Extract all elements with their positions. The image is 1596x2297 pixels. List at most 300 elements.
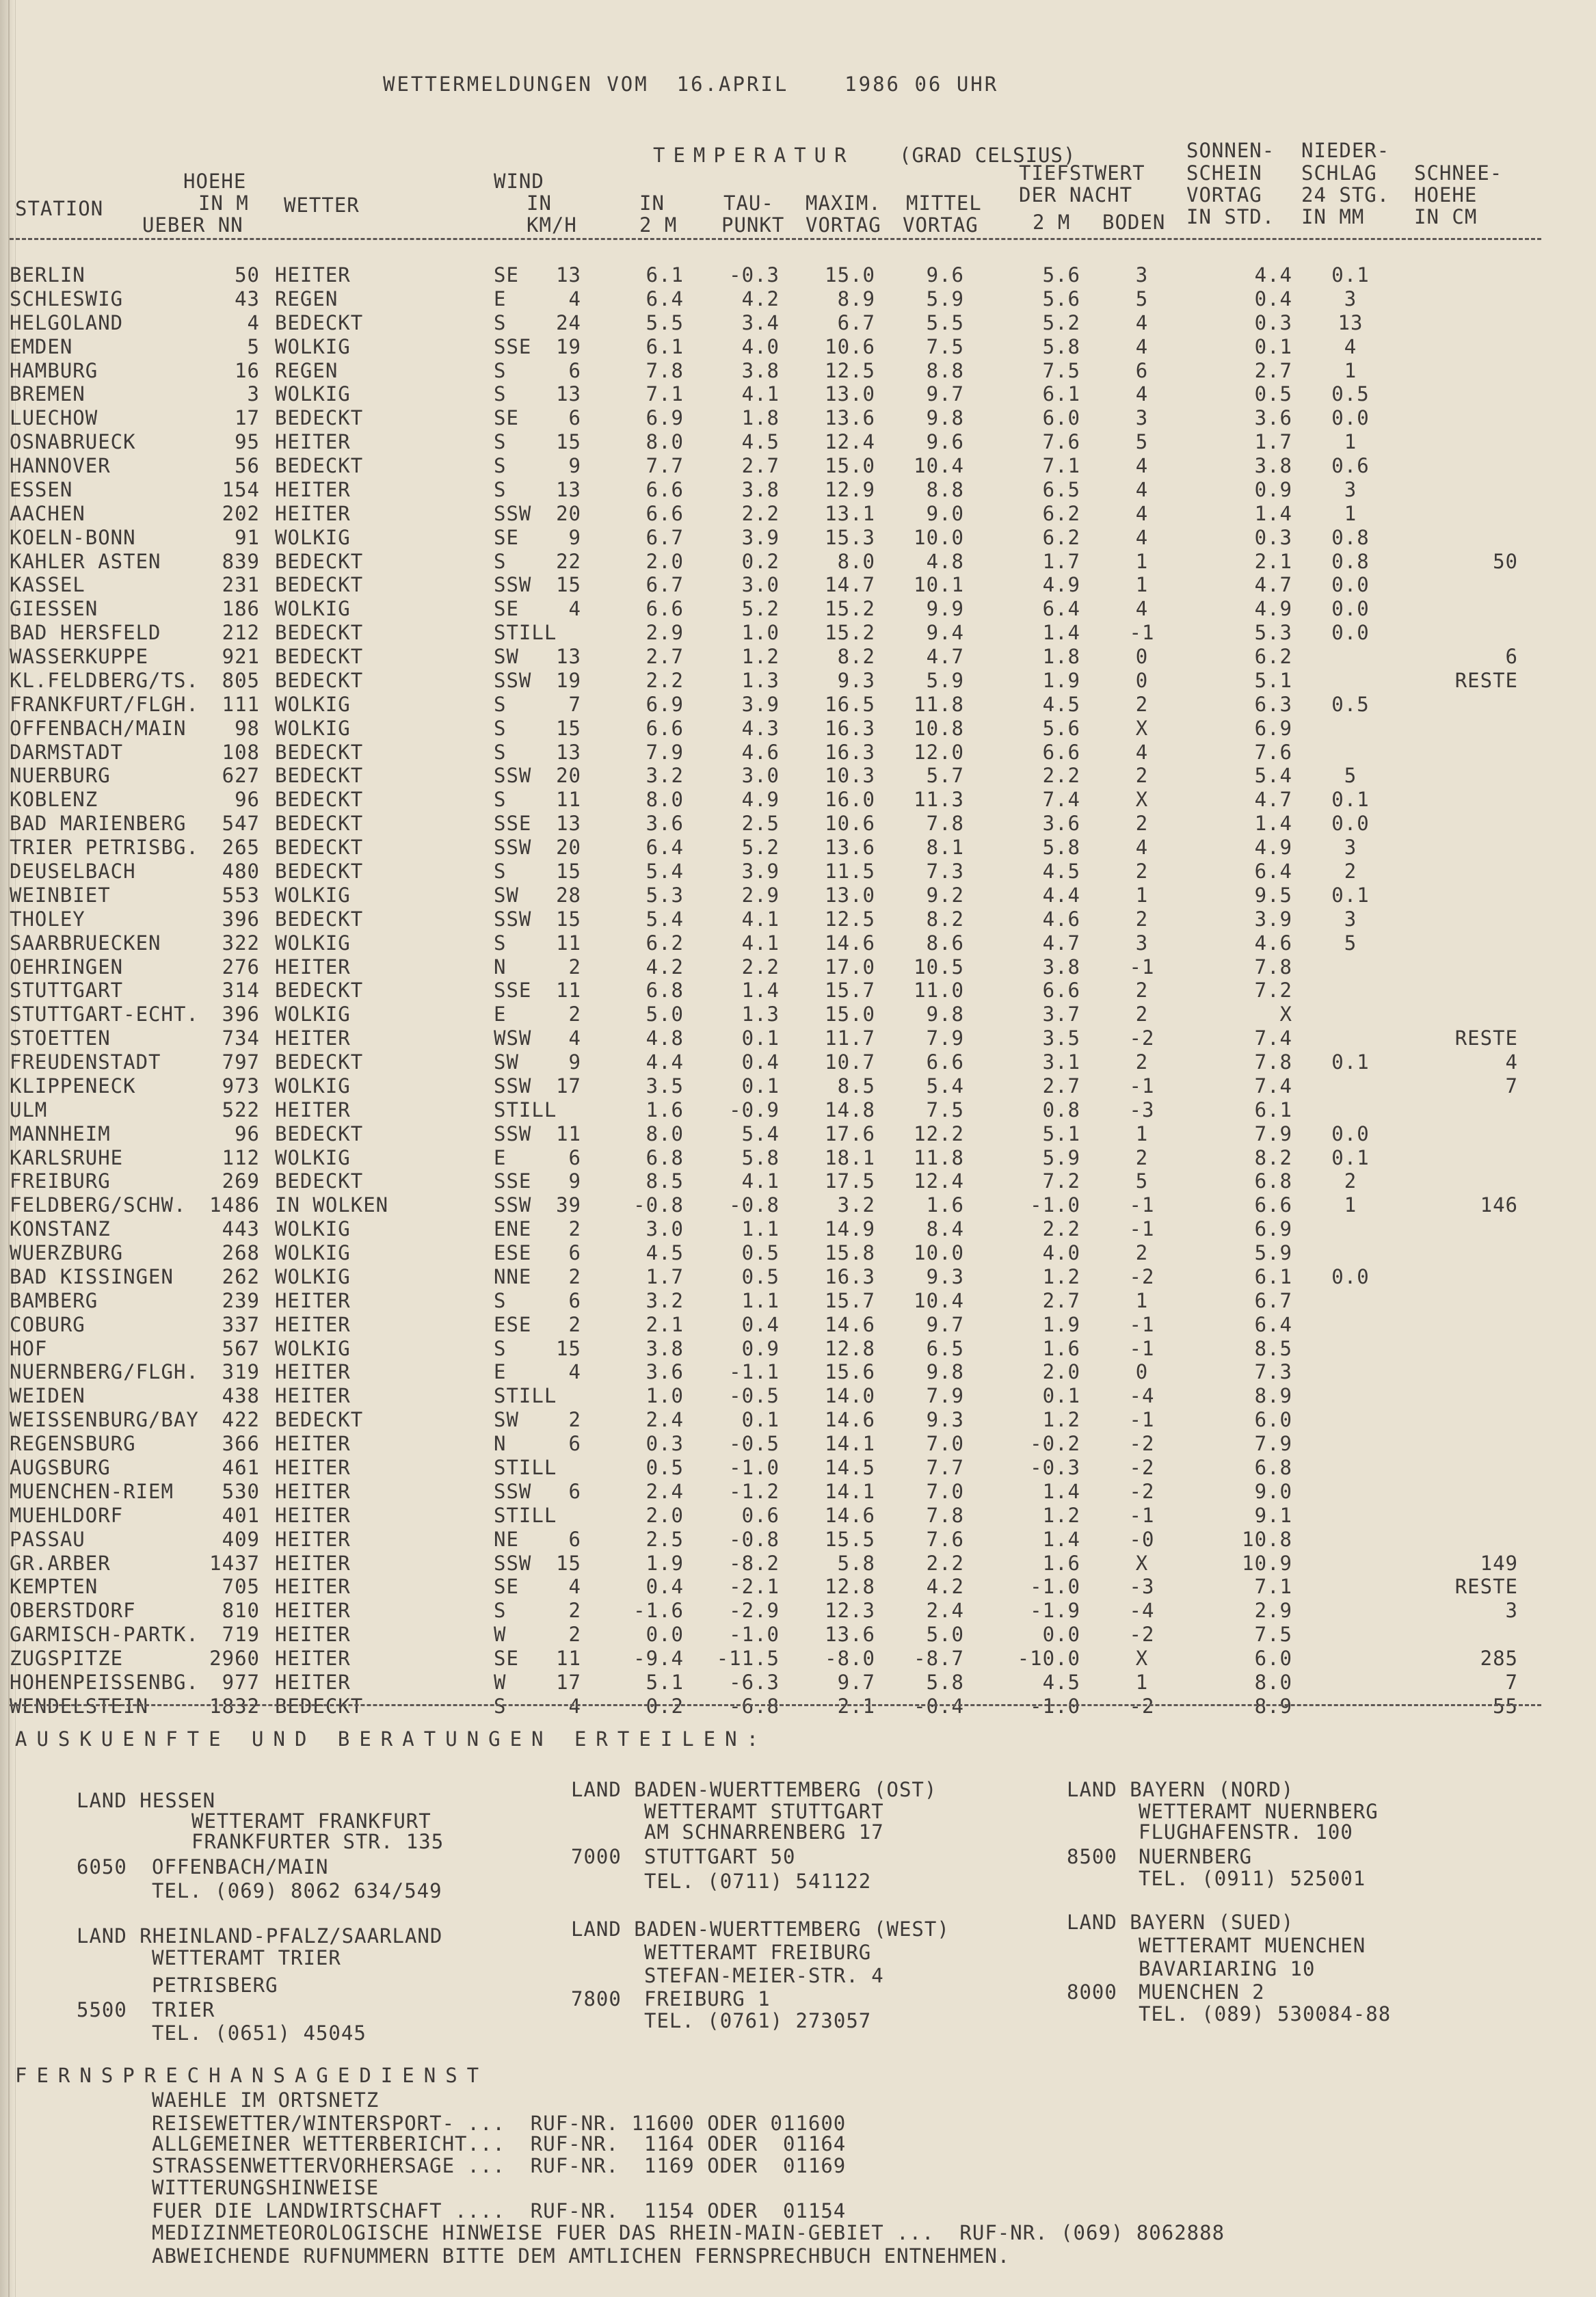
cell-wind-dir: S — [494, 1599, 507, 1623]
cell-taupunkt: 0.9 — [741, 1336, 780, 1360]
cell-wind-speed: 15 — [556, 573, 581, 597]
cell-wind-speed: 4 — [568, 597, 581, 621]
cell-hoehe: 154 — [222, 477, 260, 501]
cell-mittel-vortag: 10.0 — [914, 1241, 964, 1265]
cell-wetter: WOLKIG — [275, 1336, 351, 1360]
cell-station: WASSERKUPPE — [10, 645, 149, 669]
cell-max-vortag: 12.8 — [825, 1336, 875, 1360]
cell-hoehe: 438 — [222, 1384, 260, 1408]
cell-wind-speed: 6 — [568, 1432, 581, 1456]
cell-wetter: HEITER — [275, 1384, 351, 1408]
cell-hoehe: 98 — [235, 716, 260, 740]
cell-wind-speed: 15 — [556, 1336, 581, 1360]
cell-wind-dir: S — [494, 454, 507, 478]
cell-temp-2m: -9.4 — [633, 1647, 684, 1671]
cell-wind-dir: STILL — [494, 1456, 557, 1479]
cell-sonnenschein: 7.5 — [1254, 1623, 1292, 1647]
cell-hoehe: 96 — [235, 788, 260, 812]
cell-mittel-vortag: 10.8 — [914, 716, 964, 740]
cell-wind-speed: 19 — [556, 668, 581, 692]
cell-station: BAD KISSINGEN — [10, 1264, 174, 1288]
cell-wind-dir: W — [494, 1670, 507, 1694]
cell-niederschlag: 0.1 — [1331, 883, 1370, 907]
cell-station: BAD HERSFELD — [10, 621, 161, 645]
cell-mittel-vortag: 10.4 — [914, 1288, 964, 1312]
table-row — [0, 1075, 1596, 1098]
contact-tel: TEL. (0761) 273057 — [644, 2009, 872, 2032]
cell-sonnenschein: 6.0 — [1254, 1408, 1292, 1432]
cell-mittel-vortag: -0.4 — [914, 1694, 964, 1718]
cell-wind-dir: SE — [494, 406, 519, 430]
cell-tiefst-boden: 4 — [1135, 310, 1149, 334]
fernsprech-heading: FERNSPRECHANSAGEDIENST — [15, 2064, 489, 2087]
cell-taupunkt: 1.2 — [741, 645, 780, 669]
table-row — [0, 1409, 1596, 1432]
cell-max-vortag: 10.6 — [825, 812, 875, 836]
cell-temp-2m: 2.9 — [646, 621, 684, 645]
table-row — [0, 1242, 1596, 1265]
cell-niederschlag: 0.8 — [1331, 525, 1370, 549]
page-title: WETTERMELDUNGEN VOM 16.APRIL 1986 06 UHR — [383, 72, 999, 96]
contact-amt: WETTERAMT FRANKFURT — [191, 1809, 431, 1833]
cell-wind-speed: 13 — [556, 263, 581, 287]
cell-niederschlag: 0.1 — [1331, 788, 1370, 812]
contact-land: LAND BAYERN (SUED) — [1067, 1911, 1294, 1934]
cell-hoehe: 2960 — [209, 1647, 260, 1671]
cell-hoehe: 239 — [222, 1288, 260, 1312]
cell-wind-dir: S — [494, 860, 507, 883]
cell-wetter: HEITER — [275, 1551, 351, 1575]
header-temperatur-unit: (GRAD CELSIUS) — [899, 144, 1076, 167]
cell-wetter: HEITER — [275, 1503, 351, 1527]
cell-taupunkt: 0.4 — [741, 1312, 780, 1336]
cell-wetter: WOLKIG — [275, 1145, 351, 1169]
table-row — [0, 765, 1596, 788]
cell-taupunkt: 3.9 — [741, 860, 780, 883]
cell-tiefst-2m: 1.7 — [1042, 549, 1080, 573]
cell-mittel-vortag: 7.9 — [926, 1384, 964, 1408]
cell-max-vortag: 16.3 — [825, 1264, 875, 1288]
cell-wetter: BEDECKT — [275, 1408, 364, 1432]
cell-taupunkt: -2.9 — [729, 1599, 780, 1623]
cell-schneehoehe: 285 — [1480, 1647, 1518, 1671]
cell-station: HANNOVER — [10, 454, 111, 478]
cell-sonnenschein: 6.4 — [1254, 860, 1292, 883]
cell-wind-dir: SW — [494, 883, 519, 907]
cell-mittel-vortag: 10.0 — [914, 525, 964, 549]
cell-max-vortag: 9.3 — [837, 668, 875, 692]
cell-wind-dir: SSE — [494, 334, 532, 358]
cell-max-vortag: 14.7 — [825, 573, 875, 597]
cell-sonnenschein: 4.9 — [1254, 597, 1292, 621]
cell-wind-speed: 6 — [568, 1288, 581, 1312]
cell-max-vortag: 6.7 — [837, 310, 875, 334]
cell-max-vortag: 14.5 — [825, 1456, 875, 1479]
cell-taupunkt: 4.3 — [741, 716, 780, 740]
cell-tiefst-2m: 2.7 — [1042, 1074, 1080, 1098]
cell-tiefst-2m: 6.4 — [1042, 597, 1080, 621]
cell-tiefst-boden: 3 — [1135, 263, 1149, 287]
table-bottom-divider — [10, 1704, 1541, 1706]
cell-wind-dir: ESE — [494, 1241, 532, 1265]
cell-taupunkt: 1.0 — [741, 621, 780, 645]
cell-mittel-vortag: 5.5 — [926, 310, 964, 334]
cell-sonnenschein: 7.4 — [1254, 1074, 1292, 1098]
cell-max-vortag: 14.0 — [825, 1384, 875, 1408]
cell-niederschlag: 3 — [1344, 907, 1357, 931]
cell-tiefst-2m: 1.4 — [1042, 621, 1080, 645]
cell-wetter: HEITER — [275, 263, 351, 287]
table-row — [0, 574, 1596, 597]
cell-schneehoehe: 4 — [1505, 1050, 1518, 1074]
cell-niederschlag: 3 — [1344, 836, 1357, 860]
table-row — [0, 1623, 1596, 1647]
cell-mittel-vortag: 11.8 — [914, 1145, 964, 1169]
cell-niederschlag: 5 — [1344, 931, 1357, 955]
cell-tiefst-2m: 7.2 — [1042, 1169, 1080, 1193]
cell-tiefst-boden: -1 — [1129, 1193, 1155, 1217]
contact-address: FRANKFURTER STR. 135 — [191, 1830, 444, 1853]
cell-tiefst-2m: 6.2 — [1042, 501, 1080, 525]
cell-tiefst-boden: -2 — [1129, 1623, 1155, 1647]
cell-sonnenschein: 5.1 — [1254, 668, 1292, 692]
contact-land: LAND BAYERN (NORD) — [1067, 1778, 1294, 1801]
contact-land: LAND HESSEN — [77, 1789, 216, 1812]
cell-tiefst-boden: 3 — [1135, 406, 1149, 430]
cell-wind-dir: SSE — [494, 979, 532, 1003]
header-in2m-1: IN — [639, 191, 665, 215]
cell-hoehe: 91 — [235, 525, 260, 549]
cell-wetter: HEITER — [275, 1288, 351, 1312]
cell-taupunkt: 2.2 — [741, 955, 780, 979]
cell-wind-speed: 9 — [568, 1169, 581, 1193]
cell-wind-dir: W — [494, 1623, 507, 1647]
cell-temp-2m: 5.3 — [646, 883, 684, 907]
cell-tiefst-2m: 6.5 — [1042, 477, 1080, 501]
cell-max-vortag: 5.8 — [837, 1551, 875, 1575]
cell-mittel-vortag: 7.7 — [926, 1456, 964, 1479]
cell-sonnenschein: 2.9 — [1254, 1599, 1292, 1623]
cell-station: GIESSEN — [10, 597, 98, 621]
cell-hoehe: 422 — [222, 1408, 260, 1432]
contact-plz: 6050 — [77, 1855, 127, 1878]
table-row — [0, 383, 1596, 406]
cell-temp-2m: 6.6 — [646, 716, 684, 740]
cell-hoehe: 839 — [222, 549, 260, 573]
cell-wind-dir: ESE — [494, 1312, 532, 1336]
table-row — [0, 1528, 1596, 1552]
cell-tiefst-boden: -1 — [1129, 1074, 1155, 1098]
cell-temp-2m: 1.6 — [646, 1098, 684, 1121]
cell-temp-2m: 6.1 — [646, 263, 684, 287]
cell-temp-2m: 3.6 — [646, 1360, 684, 1384]
cell-max-vortag: 13.6 — [825, 836, 875, 860]
cell-hoehe: 112 — [222, 1145, 260, 1169]
cell-station: FREIBURG — [10, 1169, 111, 1193]
contact-ort: FREIBURG 1 — [644, 1987, 771, 2010]
cell-station: OSNABRUECK — [10, 430, 136, 454]
cell-tiefst-boden: 5 — [1135, 1169, 1149, 1193]
cell-mittel-vortag: 4.8 — [926, 549, 964, 573]
cell-temp-2m: 4.8 — [646, 1026, 684, 1050]
cell-tiefst-2m: 1.6 — [1042, 1336, 1080, 1360]
table-row — [0, 979, 1596, 1003]
cell-taupunkt: -6.3 — [729, 1670, 780, 1694]
cell-hoehe: 17 — [235, 406, 260, 430]
cell-temp-2m: -0.8 — [633, 1193, 684, 1217]
cell-tiefst-2m: 3.8 — [1042, 955, 1080, 979]
table-row — [0, 527, 1596, 550]
cell-station: FRANKFURT/FLGH. — [10, 692, 199, 716]
cell-wind-dir: SSW — [494, 1193, 532, 1217]
cell-mittel-vortag: 7.8 — [926, 1503, 964, 1527]
cell-schneehoehe: 146 — [1480, 1193, 1518, 1217]
header-sonne-1: SONNEN- — [1186, 139, 1275, 162]
cell-mittel-vortag: 9.3 — [926, 1408, 964, 1432]
cell-schneehoehe: 55 — [1493, 1694, 1518, 1718]
cell-taupunkt: 1.1 — [741, 1288, 780, 1312]
cell-hoehe: 396 — [222, 907, 260, 931]
table-row — [0, 1457, 1596, 1480]
cell-sonnenschein: 2.7 — [1254, 358, 1292, 382]
cell-tiefst-2m: 4.5 — [1042, 860, 1080, 883]
cell-station: MUENCHEN-RIEM — [10, 1479, 174, 1503]
cell-mittel-vortag: 10.4 — [914, 454, 964, 478]
cell-mittel-vortag: 5.9 — [926, 287, 964, 310]
table-row — [0, 1027, 1596, 1050]
header-tiefst-1: TIEFSTWERT — [1019, 161, 1145, 185]
cell-station: GARMISCH-PARTK. — [10, 1623, 199, 1647]
cell-max-vortag: 14.6 — [825, 1503, 875, 1527]
cell-sonnenschein: 7.2 — [1254, 979, 1292, 1003]
cell-station: AACHEN — [10, 501, 85, 525]
cell-sonnenschein: 4.4 — [1254, 263, 1292, 287]
contact-plz: 8000 — [1067, 1980, 1117, 2004]
cell-temp-2m: 0.2 — [646, 1694, 684, 1718]
cell-station: STUTTGART — [10, 979, 124, 1003]
cell-wetter: HEITER — [275, 1647, 351, 1671]
cell-max-vortag: 11.7 — [825, 1026, 875, 1050]
cell-wind-speed: 11 — [556, 1647, 581, 1671]
cell-tiefst-2m: 7.4 — [1042, 788, 1080, 812]
cell-station: HOF — [10, 1336, 48, 1360]
cell-wind-speed: 15 — [556, 430, 581, 454]
cell-niederschlag: 3 — [1344, 477, 1357, 501]
contact-plz: 7000 — [571, 1845, 622, 1868]
cell-wind-dir: E — [494, 287, 507, 310]
cell-station: BERLIN — [10, 263, 85, 287]
cell-mittel-vortag: 9.6 — [926, 263, 964, 287]
header-wetter: WETTER — [284, 194, 360, 217]
cell-station: AUGSBURG — [10, 1456, 111, 1479]
cell-temp-2m: 6.1 — [646, 334, 684, 358]
cell-temp-2m: 3.8 — [646, 1336, 684, 1360]
cell-hoehe: 16 — [235, 358, 260, 382]
cell-wind-dir: S — [494, 430, 507, 454]
table-row — [0, 717, 1596, 741]
contact-address: AM SCHNARRENBERG 17 — [644, 1820, 884, 1844]
cell-temp-2m: 6.8 — [646, 1145, 684, 1169]
cell-mittel-vortag: 8.6 — [926, 931, 964, 955]
header-nieder-3: 24 STG. — [1301, 183, 1390, 207]
cell-taupunkt: 5.4 — [741, 1121, 780, 1145]
cell-sonnenschein: 0.9 — [1254, 477, 1292, 501]
cell-max-vortag: -8.0 — [825, 1647, 875, 1671]
cell-station: KOBLENZ — [10, 788, 98, 812]
cell-station: DEUSELBACH — [10, 860, 136, 883]
cell-mittel-vortag: 11.0 — [914, 979, 964, 1003]
cell-station: WEISSENBURG/BAY — [10, 1408, 199, 1432]
cell-tiefst-boden: 4 — [1135, 525, 1149, 549]
cell-wetter: BEDECKT — [275, 573, 364, 597]
cell-wetter: BEDECKT — [275, 621, 364, 645]
cell-max-vortag: 18.1 — [825, 1145, 875, 1169]
cell-sonnenschein: 8.9 — [1254, 1384, 1292, 1408]
cell-wetter: BEDECKT — [275, 406, 364, 430]
auskunft-heading: AUSKUENFTE UND BERATUNGEN ERTEILEN: — [15, 1727, 769, 1751]
cell-tiefst-boden: -2 — [1129, 1694, 1155, 1718]
table-row — [0, 669, 1596, 693]
cell-wetter: BEDECKT — [275, 1121, 364, 1145]
cell-mittel-vortag: 12.4 — [914, 1169, 964, 1193]
cell-hoehe: 443 — [222, 1217, 260, 1241]
cell-hoehe: 108 — [222, 740, 260, 764]
cell-sonnenschein: 8.5 — [1254, 1336, 1292, 1360]
cell-tiefst-boden: -3 — [1129, 1098, 1155, 1121]
table-row — [0, 1051, 1596, 1074]
cell-wind-dir: S — [494, 358, 507, 382]
cell-max-vortag: 15.3 — [825, 525, 875, 549]
cell-tiefst-2m: 6.6 — [1042, 740, 1080, 764]
cell-wind-dir: STILL — [494, 1384, 557, 1408]
cell-max-vortag: 15.2 — [825, 621, 875, 645]
cell-sonnenschein: 7.8 — [1254, 1050, 1292, 1074]
cell-wind-speed: 13 — [556, 645, 581, 669]
cell-tiefst-2m: 5.8 — [1042, 334, 1080, 358]
cell-taupunkt: 3.9 — [741, 525, 780, 549]
cell-taupunkt: 4.5 — [741, 430, 780, 454]
cell-tiefst-2m: 3.5 — [1042, 1026, 1080, 1050]
cell-taupunkt: 4.2 — [741, 287, 780, 310]
cell-wind-speed: 2 — [568, 1312, 581, 1336]
cell-max-vortag: 13.6 — [825, 1623, 875, 1647]
cell-niederschlag: 0.0 — [1331, 621, 1370, 645]
header-nieder-1: NIEDER- — [1301, 139, 1390, 162]
cell-hoehe: 797 — [222, 1050, 260, 1074]
cell-temp-2m: 3.6 — [646, 812, 684, 836]
cell-mittel-vortag: 5.4 — [926, 1074, 964, 1098]
cell-tiefst-boden: -1 — [1129, 621, 1155, 645]
cell-hoehe: 553 — [222, 883, 260, 907]
cell-wetter: WOLKIG — [275, 716, 351, 740]
cell-hoehe: 111 — [222, 692, 260, 716]
cell-sonnenschein: 6.2 — [1254, 645, 1292, 669]
cell-tiefst-boden: -1 — [1129, 955, 1155, 979]
header-hoehe-2: IN M — [198, 191, 249, 215]
table-row — [0, 407, 1596, 430]
cell-station: COBURG — [10, 1312, 85, 1336]
cell-mittel-vortag: 9.9 — [926, 597, 964, 621]
cell-temp-2m: 8.0 — [646, 788, 684, 812]
cell-wetter: HEITER — [275, 955, 351, 979]
header-hoehe-1: HOEHE — [183, 170, 247, 193]
cell-taupunkt: -8.2 — [729, 1551, 780, 1575]
cell-tiefst-boden: 4 — [1135, 597, 1149, 621]
cell-niederschlag: 2 — [1344, 1169, 1357, 1193]
cell-hoehe: 1832 — [209, 1694, 260, 1718]
cell-max-vortag: 13.0 — [825, 382, 875, 406]
cell-mittel-vortag: 7.6 — [926, 1527, 964, 1551]
cell-temp-2m: 3.5 — [646, 1074, 684, 1098]
contact-address: BAVARIARING 10 — [1139, 1957, 1316, 1980]
cell-wetter: BEDECKT — [275, 788, 364, 812]
cell-taupunkt: 0.1 — [741, 1408, 780, 1432]
header-mittel-2: VORTAG — [903, 213, 979, 237]
cell-tiefst-boden: -2 — [1129, 1456, 1155, 1479]
cell-wind-dir: SE — [494, 597, 519, 621]
cell-taupunkt: 2.5 — [741, 812, 780, 836]
cell-wind-speed: 6 — [568, 1527, 581, 1551]
table-row — [0, 1266, 1596, 1289]
cell-tiefst-2m: 3.7 — [1042, 1003, 1080, 1026]
cell-station: WUERZBURG — [10, 1241, 124, 1265]
cell-niederschlag: 5 — [1344, 764, 1357, 788]
cell-temp-2m: 3.2 — [646, 1288, 684, 1312]
contact-ort: MUENCHEN 2 — [1139, 1980, 1265, 2004]
cell-wind-dir: SE — [494, 1575, 519, 1599]
cell-tiefst-boden: -2 — [1129, 1479, 1155, 1503]
cell-wind-dir: E — [494, 1003, 507, 1026]
cell-tiefst-boden: 2 — [1135, 979, 1149, 1003]
table-row — [0, 622, 1596, 645]
cell-wind-speed: 7 — [568, 692, 581, 716]
cell-tiefst-boden: 2 — [1135, 692, 1149, 716]
cell-max-vortag: 17.6 — [825, 1121, 875, 1145]
cell-hoehe: 409 — [222, 1527, 260, 1551]
table-row — [0, 1099, 1596, 1122]
cell-wind-dir: SE — [494, 263, 519, 287]
cell-hoehe: 973 — [222, 1074, 260, 1098]
cell-tiefst-boden: 4 — [1135, 836, 1149, 860]
cell-niederschlag: 0.0 — [1331, 406, 1370, 430]
cell-taupunkt: 3.0 — [741, 573, 780, 597]
table-row — [0, 598, 1596, 621]
cell-max-vortag: 16.5 — [825, 692, 875, 716]
cell-sonnenschein: 6.4 — [1254, 1312, 1292, 1336]
cell-sonnenschein: 7.1 — [1254, 1575, 1292, 1599]
header-maxim-2: VORTAG — [806, 213, 881, 237]
cell-station: NUERNBERG/FLGH. — [10, 1360, 199, 1384]
cell-hoehe: 202 — [222, 501, 260, 525]
cell-hoehe: 262 — [222, 1264, 260, 1288]
cell-wetter: HEITER — [275, 1527, 351, 1551]
cell-tiefst-boden: 2 — [1135, 1050, 1149, 1074]
cell-temp-2m: 4.2 — [646, 955, 684, 979]
cell-tiefst-boden: X — [1135, 1551, 1149, 1575]
table-row — [0, 741, 1596, 765]
cell-wind-speed: 19 — [556, 334, 581, 358]
contact-plz: 8500 — [1067, 1845, 1117, 1868]
cell-mittel-vortag: 8.2 — [926, 907, 964, 931]
cell-max-vortag: 15.0 — [825, 454, 875, 478]
cell-temp-2m: 5.4 — [646, 907, 684, 931]
cell-mittel-vortag: 12.2 — [914, 1121, 964, 1145]
cell-wetter: BEDECKT — [275, 1694, 364, 1718]
cell-tiefst-boden: 2 — [1135, 907, 1149, 931]
cell-tiefst-boden: 1 — [1135, 1121, 1149, 1145]
cell-wind-speed: 17 — [556, 1074, 581, 1098]
cell-max-vortag: 3.2 — [837, 1193, 875, 1217]
